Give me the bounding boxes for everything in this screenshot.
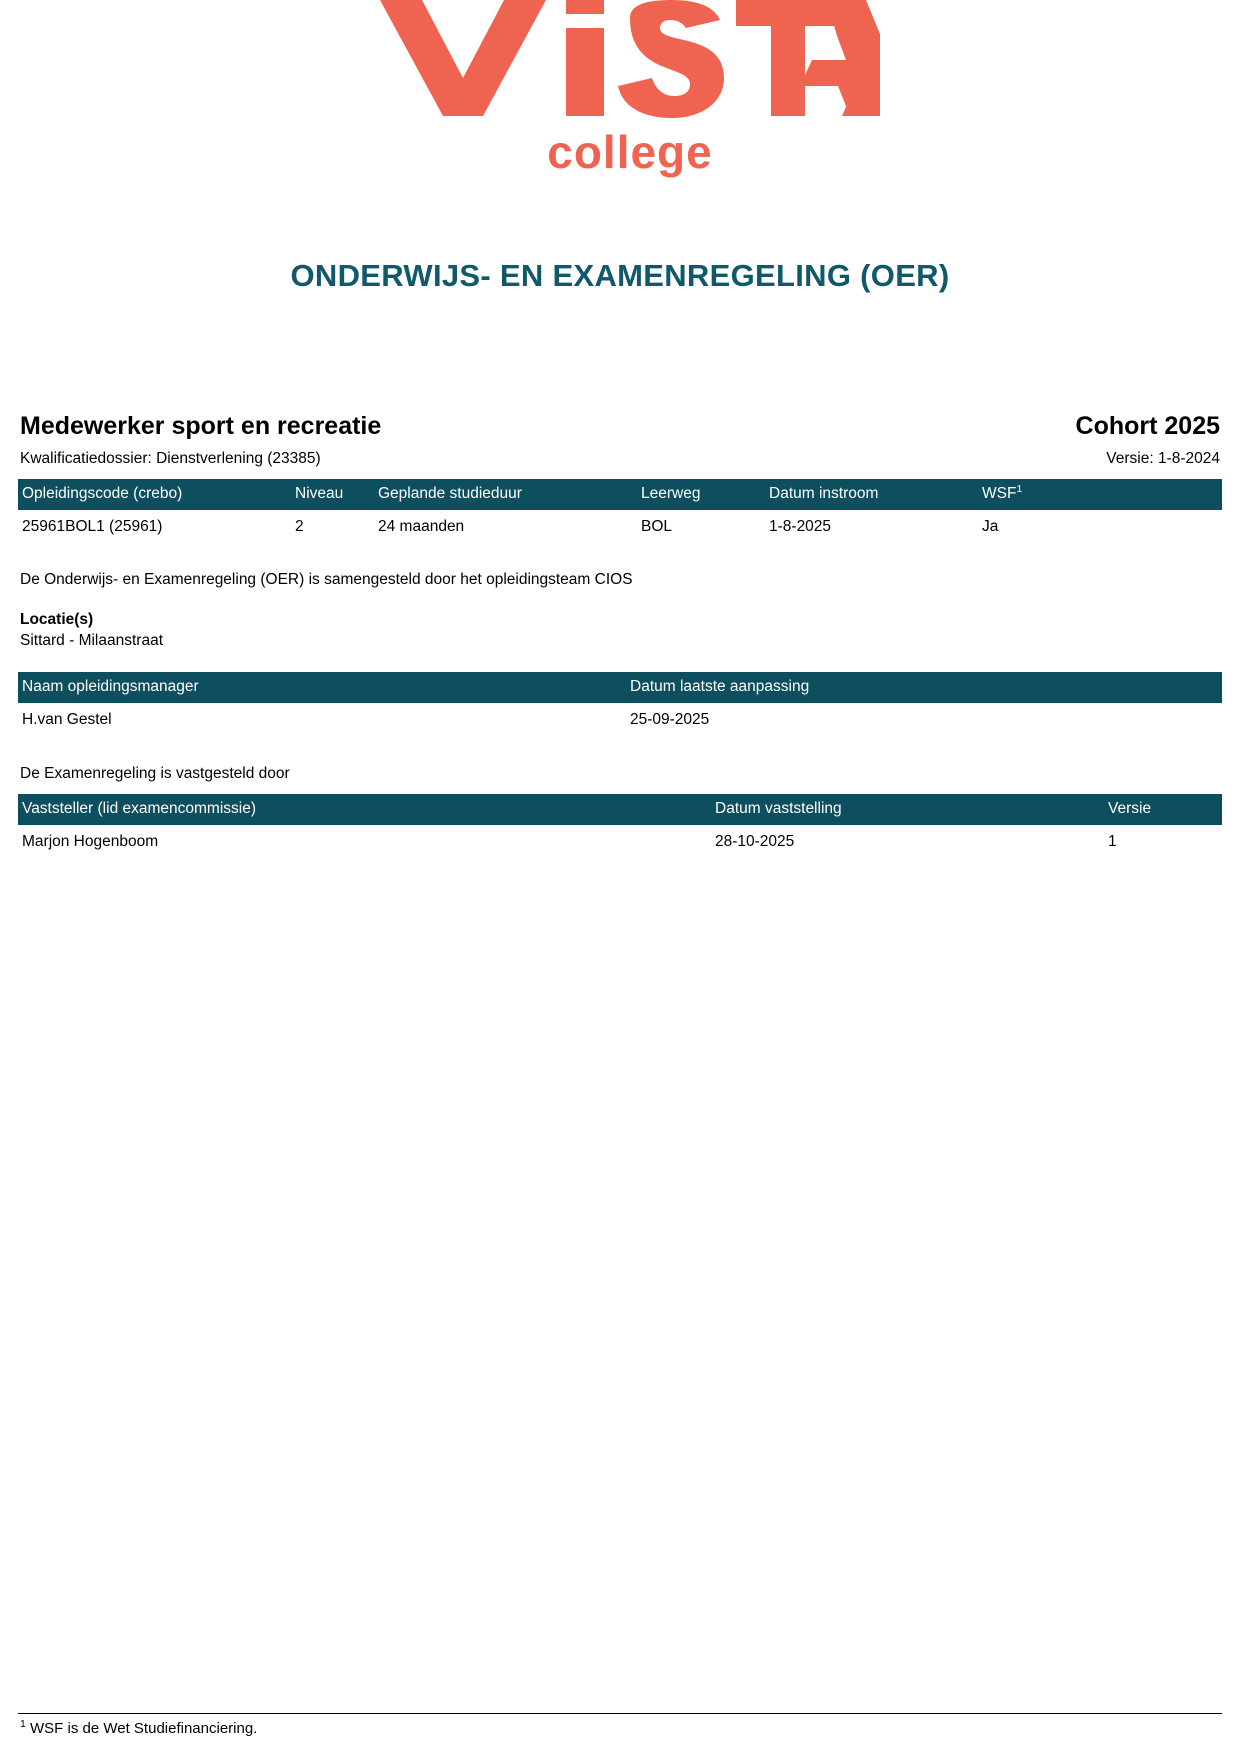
col-leerweg: Leerweg — [637, 479, 765, 510]
col-datum-aanpassing: Datum laatste aanpassing — [626, 672, 1222, 703]
locations-value: Sittard - Milaanstraat — [20, 632, 163, 649]
col-vaststeller: Vaststeller (lid examencommissie) — [18, 794, 711, 825]
table-header-row — [18, 672, 1222, 703]
cell-datum-instroom: 1-8-2025 — [769, 518, 832, 535]
col-datum-vaststelling: Datum vaststelling — [711, 794, 1104, 825]
program-details-table — [18, 479, 1222, 544]
col-niveau: Niveau — [291, 479, 374, 510]
table-row — [18, 825, 1222, 859]
col-wsf-label: WSF — [982, 485, 1017, 502]
program-header — [18, 412, 1222, 441]
cell-wsf: Ja — [982, 518, 999, 535]
cohort-label: Cohort 2025 — [1075, 412, 1220, 440]
cell-leerweg: BOL — [641, 518, 673, 535]
qualification-file: Kwalificatiedossier: Dienstverlening (23385) — [20, 450, 321, 467]
cell-opleidingsmanager: H.van Gestel — [22, 711, 112, 728]
table-row — [18, 703, 1222, 737]
cell-niveau: 2 — [295, 518, 304, 535]
program-subheader — [18, 450, 1222, 468]
logo-graphic — [380, 0, 880, 180]
footnote-divider — [18, 1713, 1222, 1714]
vista-college-logo — [18, 0, 1222, 180]
table-row — [18, 510, 1222, 544]
cell-versie: 1 — [1108, 833, 1117, 850]
locations-label: Locatie(s) — [20, 611, 94, 628]
table-header-row — [18, 479, 1222, 510]
col-studieduur: Geplande studieduur — [374, 479, 637, 510]
col-wsf — [978, 479, 1222, 510]
program-name: Medewerker sport en recreatie — [20, 412, 382, 440]
col-opleidingsmanager: Naam opleidingsmanager — [18, 672, 626, 703]
established-table — [18, 794, 1222, 859]
footnote-marker: 1 — [20, 1718, 26, 1730]
established-intro: De Examenregeling is vastgesteld door — [20, 765, 290, 782]
col-versie: Versie — [1104, 794, 1222, 825]
version-label: Versie: 1-8-2024 — [1106, 450, 1220, 467]
svg-text:college: college — [547, 126, 713, 178]
cell-studieduur: 24 maanden — [378, 518, 465, 535]
footnote-text: WSF is de Wet Studiefinanciering. — [30, 1720, 258, 1737]
manager-table — [18, 672, 1222, 737]
cell-datum-vaststelling: 28-10-2025 — [715, 833, 795, 850]
page-title: ONDERWIJS- EN EXAMENREGELING (OER) — [290, 258, 950, 293]
wsf-footnote-marker: 1 — [1016, 482, 1023, 495]
footnote — [18, 1720, 1222, 1737]
footnote-area — [0, 1713, 1240, 1737]
table-header-row — [18, 794, 1222, 825]
cell-opleidingscode: 25961BOL1 (25961) — [22, 518, 163, 535]
col-datum-instroom: Datum instroom — [765, 479, 978, 510]
cell-vaststeller: Marjon Hogenboom — [22, 833, 159, 850]
composed-by-text: De Onderwijs- en Examenregeling (OER) is samengesteld door het opleidingsteam CIOS — [20, 571, 633, 588]
col-opleidingscode: Opleidingscode (crebo) — [18, 479, 291, 510]
cell-datum-aanpassing: 25-09-2025 — [630, 711, 710, 728]
